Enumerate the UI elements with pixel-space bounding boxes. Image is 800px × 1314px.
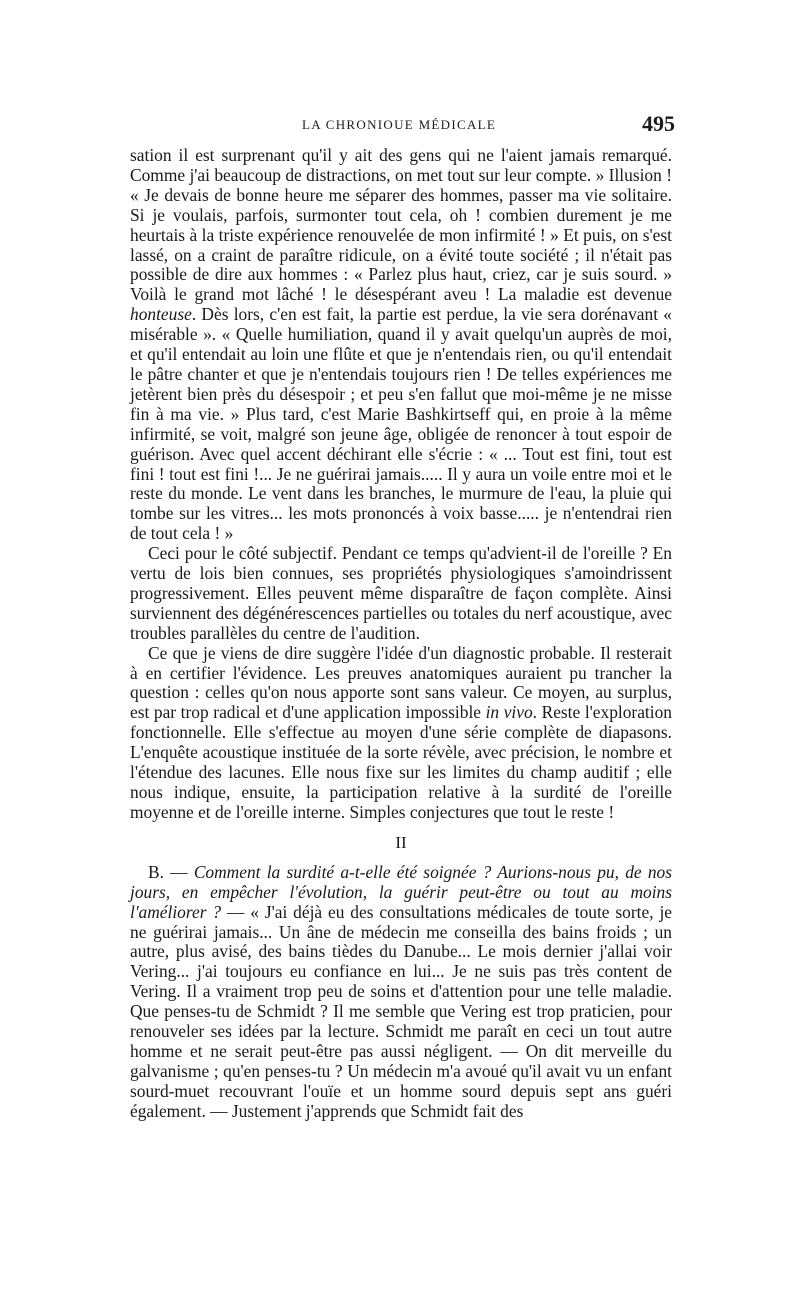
italic-honteuse: honteuse — [130, 304, 192, 325]
page-header — [130, 111, 675, 141]
paragraph-3-part-b: . Reste l'exploration fonctionnelle. Elle s'effectue au moyen d'une série complète de diapasons. L'enquête acoustique instituée de la sorte révèle, avec précision, le nombre et l'étendue des lacunes. Elle nous fixe sur les limites du champ auditif ; elle nous indique, ensuite, la participation relative à la surdité de l'oreille moyenne et de l'oreille interne. Simples conjectures que tout le reste ! — [130, 702, 672, 822]
running-title: LA CHRONIOUE MÉDICALE — [302, 117, 497, 132]
paragraph-1 — [130, 146, 672, 544]
section-2-lead: B. — — [148, 861, 194, 882]
section-2-text: — « J'ai déjà eu des consultations médicales de toute sorte, je ne guérirai jamais... Un âne de médecin me conseilla des bains froids ; un autre, plus avisé, des bains tièdes du Danube... Le mois dernier j'allai voir Vering... j'ai toujours eu confiance en lui... Je ne suis pas très content de Vering. Il a vraiment trop peu de soins et d'attention pour une telle maladie. Que penses-tu de Schmidt ? Il me semble que Vering est trop praticien, pour renouveler ses idées par la lecture. Schmidt me paraît en ceci un tout autre homme et ne serait peut-être pas aussi négligent. — On dit merveille du galvanisme ; qu'en penses-tu ? Un médecin m'a avoué qu'il avait vu un enfant sourd-muet recouvrant l'ouïe et un homme sourd depuis sept ans guéri également. — Justement j'apprends que Schmidt fait des — [130, 901, 672, 1121]
page-number: 495 — [642, 111, 675, 136]
paragraph-1-part-b: . Dès lors, c'en est fait, la partie est perdue, la vie sera dorénavant « misérable ». « Quelle humiliation, quand il y avait quelqu'un auprès de moi, et qu'il entendait au loin une flûte et que je n'entendais rien, ou qu'il entendait le pâtre chanter et que je n'entendais toujours rien ! De telles expériences me jetèrent bien près du désespoir ; et peu s'en fallut que moi-même je ne misse fin à ma vie. » Plus tard, c'est Marie Bashkirtseff qui, en proie à la même infirmité, se voit, malgré son jeune âge, obligée de renoncer à tout espoir de guérison. Avec quel accent déchirant elle s'écrie : « ... Tout est fini, tout est fini ! tout est fini !... Je ne guérirai jamais..... Il y aura un voile entre moi et le reste du monde. Le vent dans les branches, le murmure de l'eau, la pluie qui tombe sur les vitres... les mots prononcés à voix basse..... je n'entendrai rien de tout cela ! » — [130, 304, 672, 544]
section-2-question: Comment la surdité a-t-elle été soignée ? Aurions-nous pu, de nos jours, en empêcher l'évolution, la guérir peut-être ou tout au moins l'améliorer ? — [130, 861, 672, 922]
paragraph-3-part-a: Ce que je viens de dire suggère l'idée d'un diagnostic probable. Il resterait à en certifier l'évidence. Les preuves anatomiques auraient pu trancher la question : celles qu'on nous apporte sont sans valeur. Ce moyen, au surplus, est par trop radical et d'une application impossible — [130, 642, 672, 723]
section-2-paragraph — [130, 863, 672, 1122]
paragraph-3 — [130, 644, 672, 823]
body-text — [130, 146, 672, 1122]
paragraph-1-part-a: sation il est surprenant qu'il y ait des gens qui ne l'aient jamais remarqué. Comme j'ai beaucoup de distractions, on met tout sur leur compte. » Illusion ! « Je devais de bonne heure me séparer des hommes, passer ma vie solitaire. Si je voulais, parfois, surmonter tout cela, oh ! combien durement je me heurtais à la triste expérience renouvelée de mon infirmité ! » Et puis, on s'est lassé, on a craint de paraître ridicule, on a évité toute société ; il n'était pas possible de dire aux hommes : « Parlez plus haut, criez, car je suis sourd. » Voilà le grand mot lâché ! le désespérant aveu ! La maladie est devenue — [130, 145, 672, 305]
section-numeral: II — [395, 832, 407, 852]
italic-in-vivo: in vivo — [485, 702, 533, 723]
paragraph-2: Ceci pour le côté subjectif. Pendant ce temps qu'advient-il de l'oreille ? En vertu de lois bien connues, ses propriétés physiologiques s'amoindrissent progressivement. Elles peuvent même disparaître de façon complète. Ainsi surviennent des dégénérescences partielles ou totales du nerf acoustique, avec troubles parallèles du centre de l'audition. — [130, 543, 672, 643]
